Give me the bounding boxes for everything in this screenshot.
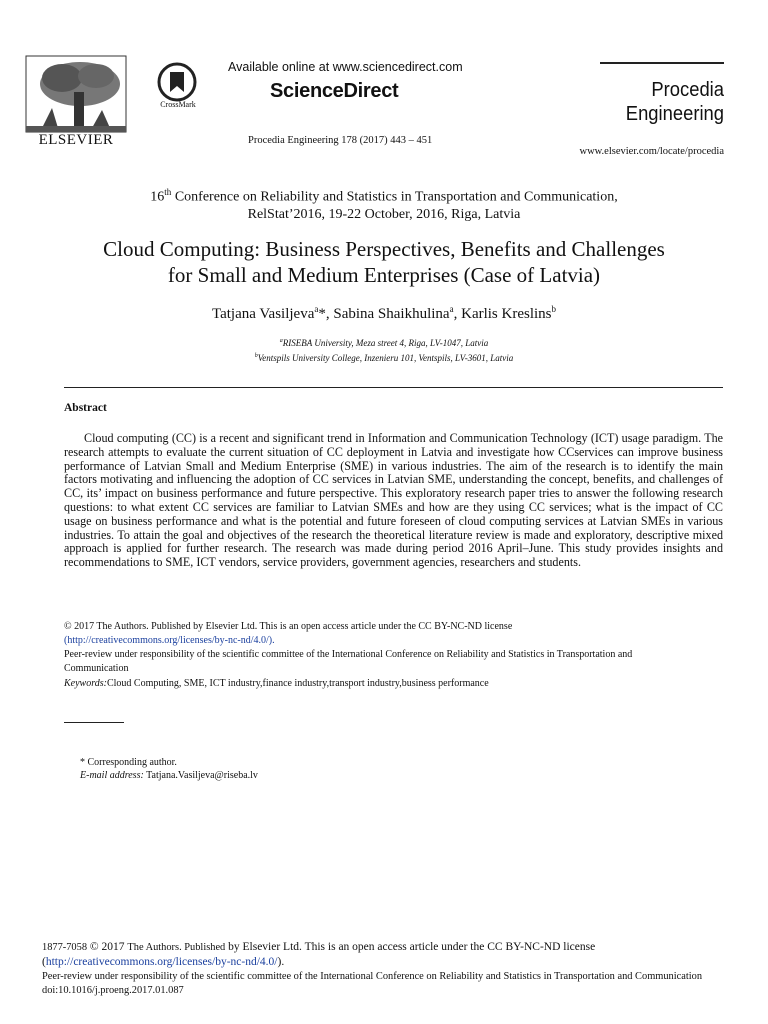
journal-name-box [600, 62, 724, 136]
crossmark-label: CrossMark [160, 100, 196, 109]
author-sep: , [453, 306, 462, 322]
affil-a-sup: a [279, 338, 283, 344]
author-2-affil: a [449, 304, 454, 314]
affil-b-sup: b [254, 353, 258, 359]
paper-title [40, 236, 728, 288]
affiliation-a: RISEBA University, Meza street 4, Riga, LV-1047, Latvia [282, 338, 489, 348]
issn: 1877-7058 [42, 942, 88, 953]
email-address[interactable]: Tatjana.Vasiljeva@riseba.lv [143, 770, 258, 781]
conference-ordinal: 16 [150, 189, 165, 205]
corresponding-author-note: * Corresponding author. [80, 757, 177, 768]
keywords [64, 677, 723, 691]
journal-name [610, 78, 724, 126]
conference-info [60, 184, 708, 223]
paper-title-line1: Cloud Computing: Business Perspectives, Benefits and Challenges [103, 237, 665, 261]
affiliation-b: Ventspils University College, Inzenieru 101, Ventspils, LV-3601, Latvia [257, 353, 514, 363]
publisher-name: ELSEVIER [38, 132, 114, 148]
conference-ordinal-sup: th [164, 187, 172, 197]
footer-by: by [225, 941, 243, 953]
sciencedirect-logo[interactable]: ScienceDirect [270, 80, 399, 102]
peer-review-notice: Peer-review under responsibility of the scientific committee of the International Conference on Reliability and Statistics in Transportation and Communication [64, 649, 633, 674]
author-1-affil: a [314, 304, 319, 314]
journal-url[interactable]: www.elsevier.com/locate/procedia [579, 146, 724, 157]
author-3: Karlis Kreslins [461, 306, 552, 322]
page-footer [42, 940, 732, 998]
journal-reference: Procedia Engineering 178 (2017) 443 – 451 [248, 135, 433, 146]
author-2: Sabina Shaikhulina [333, 306, 450, 322]
footer-peer-review: Peer-review under responsibility of the scientific committee of the International Conference on Reliability and Statistics in Transportation and Communication [42, 971, 703, 982]
email-label: E-mail address: [80, 770, 144, 781]
keywords-label: Keywords: [64, 678, 107, 689]
copyright-text: © 2017 The Authors. Published by Elsevier Ltd. This is an open access article under the CC BY-NC-ND license [64, 621, 513, 632]
footer-publisher: Elsevier Ltd. [242, 941, 302, 953]
footer-paren-open: ( [42, 956, 46, 968]
conference-line1: Conference on Reliability and Statistics in Transportation and Communication, [171, 189, 618, 205]
footer-paren-close: ). [277, 956, 285, 968]
available-online-text: Available online at www.sciencedirect.com [228, 60, 463, 74]
authors [40, 304, 728, 323]
license-link[interactable]: (http://creativecommons.org/licenses/by-nc-nd/4.0/). [64, 635, 275, 646]
author-1-mark: *, [318, 306, 334, 322]
divider [64, 387, 723, 388]
footnote-divider [64, 722, 124, 723]
doi[interactable]: doi:10.1016/j.proeng.2017.01.087 [42, 985, 184, 996]
journal-name-line1: Procedia [651, 79, 724, 101]
abstract-heading: Abstract [64, 402, 107, 414]
footer-authors: The Authors. Published [127, 942, 226, 953]
paper-title-line2: for Small and Medium Enterprises (Case of Latvia) [167, 263, 601, 287]
author-1: Tatjana Vasiljeva [211, 306, 315, 322]
author-3-affil: b [551, 304, 557, 314]
copyright-notice [64, 620, 723, 648]
keywords-list: Cloud Computing, SME, ICT industry,finance industry,transport industry,business performance [106, 678, 489, 689]
affiliations [40, 335, 728, 365]
conference-line2: RelStat’2016, 19-22 October, 2016, Riga, Latvia [247, 206, 521, 222]
journal-name-line2: Engineering [625, 103, 724, 125]
abstract-text: Cloud computing (CC) is a recent and significant trend in Information and Communication Technology (ICT) usage paradigm. The research attempts to evaluate the current situation of CC deployment in Latvia and investigate how CCservices can improve business performance of Latvian Small and Medium Enterprise (SME) in various industries. The aim of the research is to identify the main factors motivating and influencing the adoption of CC services in Latvian SME, understanding the concept, benefits, and challenges of CC, its’ impact on business performance and future perspective. This exploratory research paper tries to answer the following research questions: to what extent CC services are familiar to Latvian SMEs and how are they using CC services; what is the impact of CC usage on business performance and what is the potential and future foreseen of cloud computing services at Latvian SMEs in various industries. To attain the goal and objectives of the research the theoretical literature review is made and exploratory, descriptive mixed approach is applied for further research. The research was made during period 2016 April–June. This study provides insights and recommendations to SME, ICT vendors, service providers, government agencies, researchers and students. [64, 431, 723, 570]
footer-license-text: This is an open access article under the CC BY-NC-ND license [301, 941, 596, 953]
footer-copyright: © 2017 [87, 941, 128, 953]
email-note [80, 769, 258, 782]
footer-license-link[interactable]: http://creativecommons.org/licenses/by-nc-nd/4.0/ [45, 956, 278, 968]
